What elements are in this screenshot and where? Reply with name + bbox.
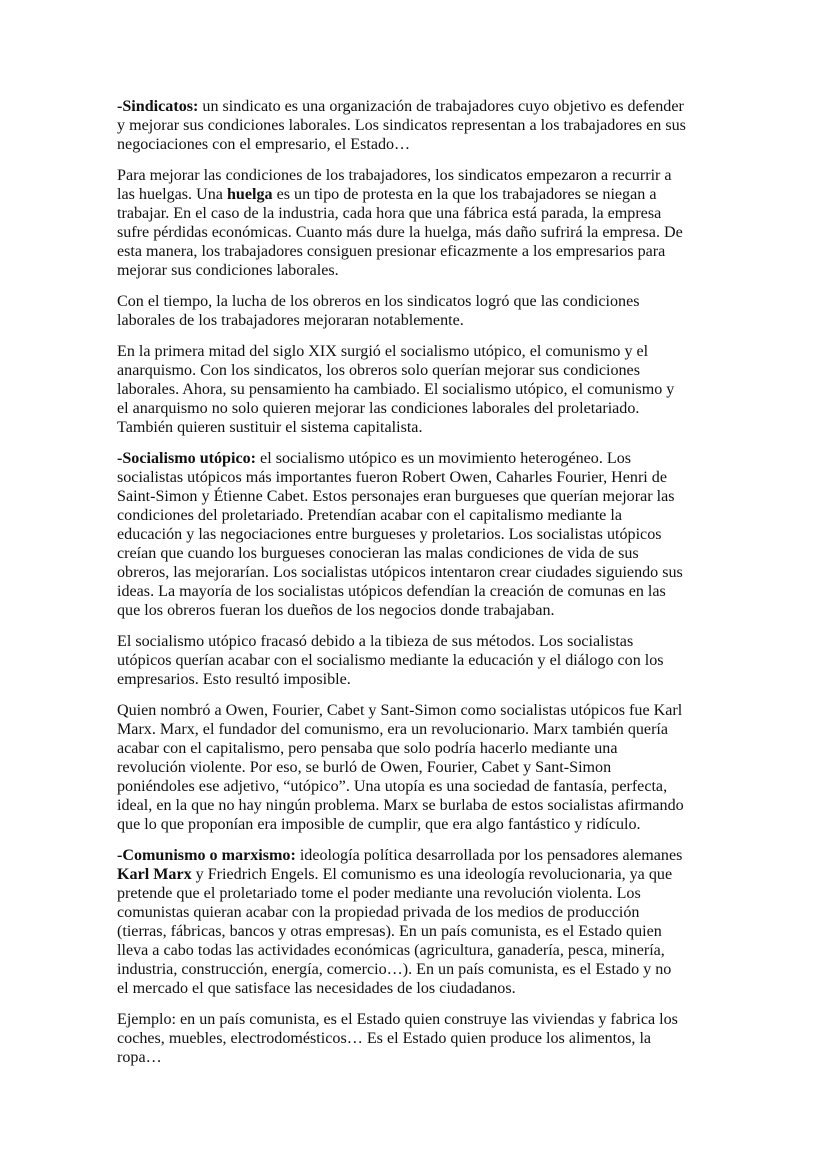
text-run: Con el tiempo, la lucha de los obreros en los sindicatos logró que las condiciones [117,293,640,310]
text-run: negociaciones con el empresario, el Estado… [117,136,411,153]
text-line [117,758,717,777]
text-run: Quien nombró a Owen, Fourier, Cabet y Sant-Simon como socialistas utópicos fue Karl [117,702,683,719]
text-run: ideal, en la que no hay ningún problema. Marx se burlaba de estos socialistas afirmando [117,797,684,814]
text-line [117,1048,717,1067]
text-run: mejorar sus condiciones laborales. [117,262,339,279]
text-run: las huelgas. Una [117,186,227,203]
bold-term: huelga [226,186,273,203]
text-line [117,777,717,796]
text-run: el mercado el que satisface las necesidades de los ciudadanos. [117,980,516,997]
text-line [117,922,717,941]
text-run: anarquismo. Con los sindicatos, los obreros solo querían mejorar sus condiciones [117,362,640,379]
text-run: el socialismo utópico es un movimiento heterogéneo. Los [256,450,632,467]
text-run: En la primera mitad del siglo XIX surgió el socialismo utópico, el comunismo y el [117,343,649,360]
paragraph [117,701,717,834]
text-run: También quieren sustituir el sistema capitalista. [117,419,423,436]
text-run: empresarios. Esto resultó imposible. [117,671,351,688]
text-line [117,361,717,380]
text-run: un sindicato es una organización de trabajadores cuyo objetivo es defender [198,98,684,115]
text-run: que lo que proponían era imposible de cumplir, que era algo fantástico y ridículo. [117,816,641,833]
text-line [117,166,717,185]
text-run: ropa… [117,1049,162,1066]
text-line [117,380,717,399]
text-line [117,506,717,525]
text-line [117,941,717,960]
text-line [117,865,717,884]
text-run: condiciones del proletariado. Pretendían acabar con el capitalismo mediante la [117,507,622,524]
text-line [117,399,717,418]
text-run: y mejorar sus condiciones laborales. Los sindicatos representan a los trabajadores en sus [117,117,686,134]
text-line [117,487,717,506]
text-run: ideología política desarrollada por los pensadores alemanes [295,847,683,864]
text-run: comunistas quieran acabar con la propiedad privada de los medios de producción [117,904,640,921]
text-line [117,468,717,487]
text-line [117,525,717,544]
paragraph [117,632,717,689]
text-line [117,651,717,670]
text-run: utópicos querían acabar con el socialismo mediante la educación y el diálogo con los [117,652,664,669]
text-line [117,418,717,437]
text-line [117,449,717,468]
text-line [117,116,717,135]
text-run: socialistas utópicos más importantes fueron Robert Owen, Caharles Fourier, Henri de [117,469,667,486]
text-run: Marx. Marx, el fundador del comunismo, era un revolucionario. Marx también quería [117,721,669,738]
text-run: coches, muebles, electrodomésticos… Es el Estado quien produce los alimentos, la [117,1030,652,1047]
text-run: trabajar. En el caso de la industria, cada hora que una fábrica está parada, la empresa [117,205,662,222]
text-run: creían que cuando los burgueses conocieran las malas condiciones de vida de sus [117,545,639,562]
text-run: revolución violente. Por eso, se burló de Owen, Fourier, Cabet y Sant-Simon [117,759,612,776]
document-body [117,97,717,1067]
bold-term: -Sindicatos: [117,98,199,115]
text-line [117,204,717,223]
text-run: industria, construcción, energía, comercio…). En un país comunista, es el Estado y no [117,961,672,978]
text-line [117,342,717,361]
text-line [117,311,717,330]
paragraph [117,292,717,330]
text-run: Ejemplo: en un país comunista, es el Estado quien construye las viviendas y fabrica los [117,1011,678,1028]
text-run: El socialismo utópico fracasó debido a la tibieza de sus métodos. Los socialistas [117,633,634,650]
text-run: esta manera, los trabajadores consiguen presionar eficazmente a los empresarios para [117,243,666,260]
text-run: que los obreros fueran los dueños de los negocios donde trabajaban. [117,602,555,619]
text-run: lleva a cabo todas las actividades económicas (agricultura, ganadería, pesca, minería, [117,942,665,959]
text-line [117,135,717,154]
document-page [117,97,717,1079]
text-line [117,544,717,563]
text-line [117,582,717,601]
text-line [117,720,717,739]
text-line [117,796,717,815]
text-line [117,601,717,620]
text-line [117,884,717,903]
text-run: sufre pérdidas económicas. Cuanto más dure la huelga, más daño sufrirá la empresa. De [117,224,683,241]
text-run: obreros, las mejorarían. Los socialistas utópicos intentaron crear ciudades siguiendo sus [117,564,683,581]
text-run: ideas. La mayoría de los socialistas utópicos defendían la creación de comunas en las [117,583,666,600]
text-line [117,739,717,758]
paragraph [117,342,717,437]
text-line [117,292,717,311]
text-line [117,670,717,689]
text-line [117,1029,717,1048]
text-line [117,261,717,280]
bold-term: Karl Marx [117,866,192,883]
text-line [117,701,717,720]
text-line [117,1010,717,1029]
text-run: Para mejorar las condiciones de los trabajadores, los sindicatos empezaron a recurrir a [117,167,672,184]
paragraph [117,166,717,280]
text-run: (tierras, fábricas, bancos y otras empresas). En un país comunista, es el Estado quien [117,923,662,940]
text-run: y Friedrich Engels. El comunismo es una ideología revolucionaria, ya que [191,866,673,883]
text-line [117,242,717,261]
bold-term: -Comunismo o marxismo: [117,847,296,864]
text-line [117,185,717,204]
text-line [117,979,717,998]
text-line [117,632,717,651]
text-run: Saint-Simon y Étienne Cabet. Estos personajes eran burgueses que querían mejorar las [117,488,675,505]
paragraph [117,449,717,620]
text-line [117,960,717,979]
text-run: poniéndoles ese adjetivo, “utópico”. Una utopía es una sociedad de fantasía, perfecta, [117,778,668,795]
text-run: es un tipo de protesta en la que los trabajadores se niegan a [272,186,657,203]
bold-term: -Socialismo utópico: [117,450,257,467]
text-run: acabar con el capitalismo, pero pensaba que solo podría hacerlo mediante una [117,740,618,757]
paragraph [117,97,717,154]
text-line [117,223,717,242]
text-run: educación y las negociaciones entre burgueses y proletarios. Los socialistas utópicos [117,526,662,543]
paragraph [117,846,717,998]
text-line [117,97,717,116]
text-line [117,563,717,582]
text-run: laborales. Ahora, su pensamiento ha cambiado. El socialismo utópico, el comunismo y [117,381,675,398]
text-run: pretende que el proletariado tome el poder mediante una revolución violenta. Los [117,885,641,902]
paragraph [117,1010,717,1067]
text-run: el anarquismo no solo quieren mejorar las condiciones laborales del proletariado. [117,400,640,417]
text-line [117,846,717,865]
text-run: laborales de los trabajadores mejoraran notablemente. [117,312,464,329]
text-line [117,903,717,922]
text-line [117,815,717,834]
